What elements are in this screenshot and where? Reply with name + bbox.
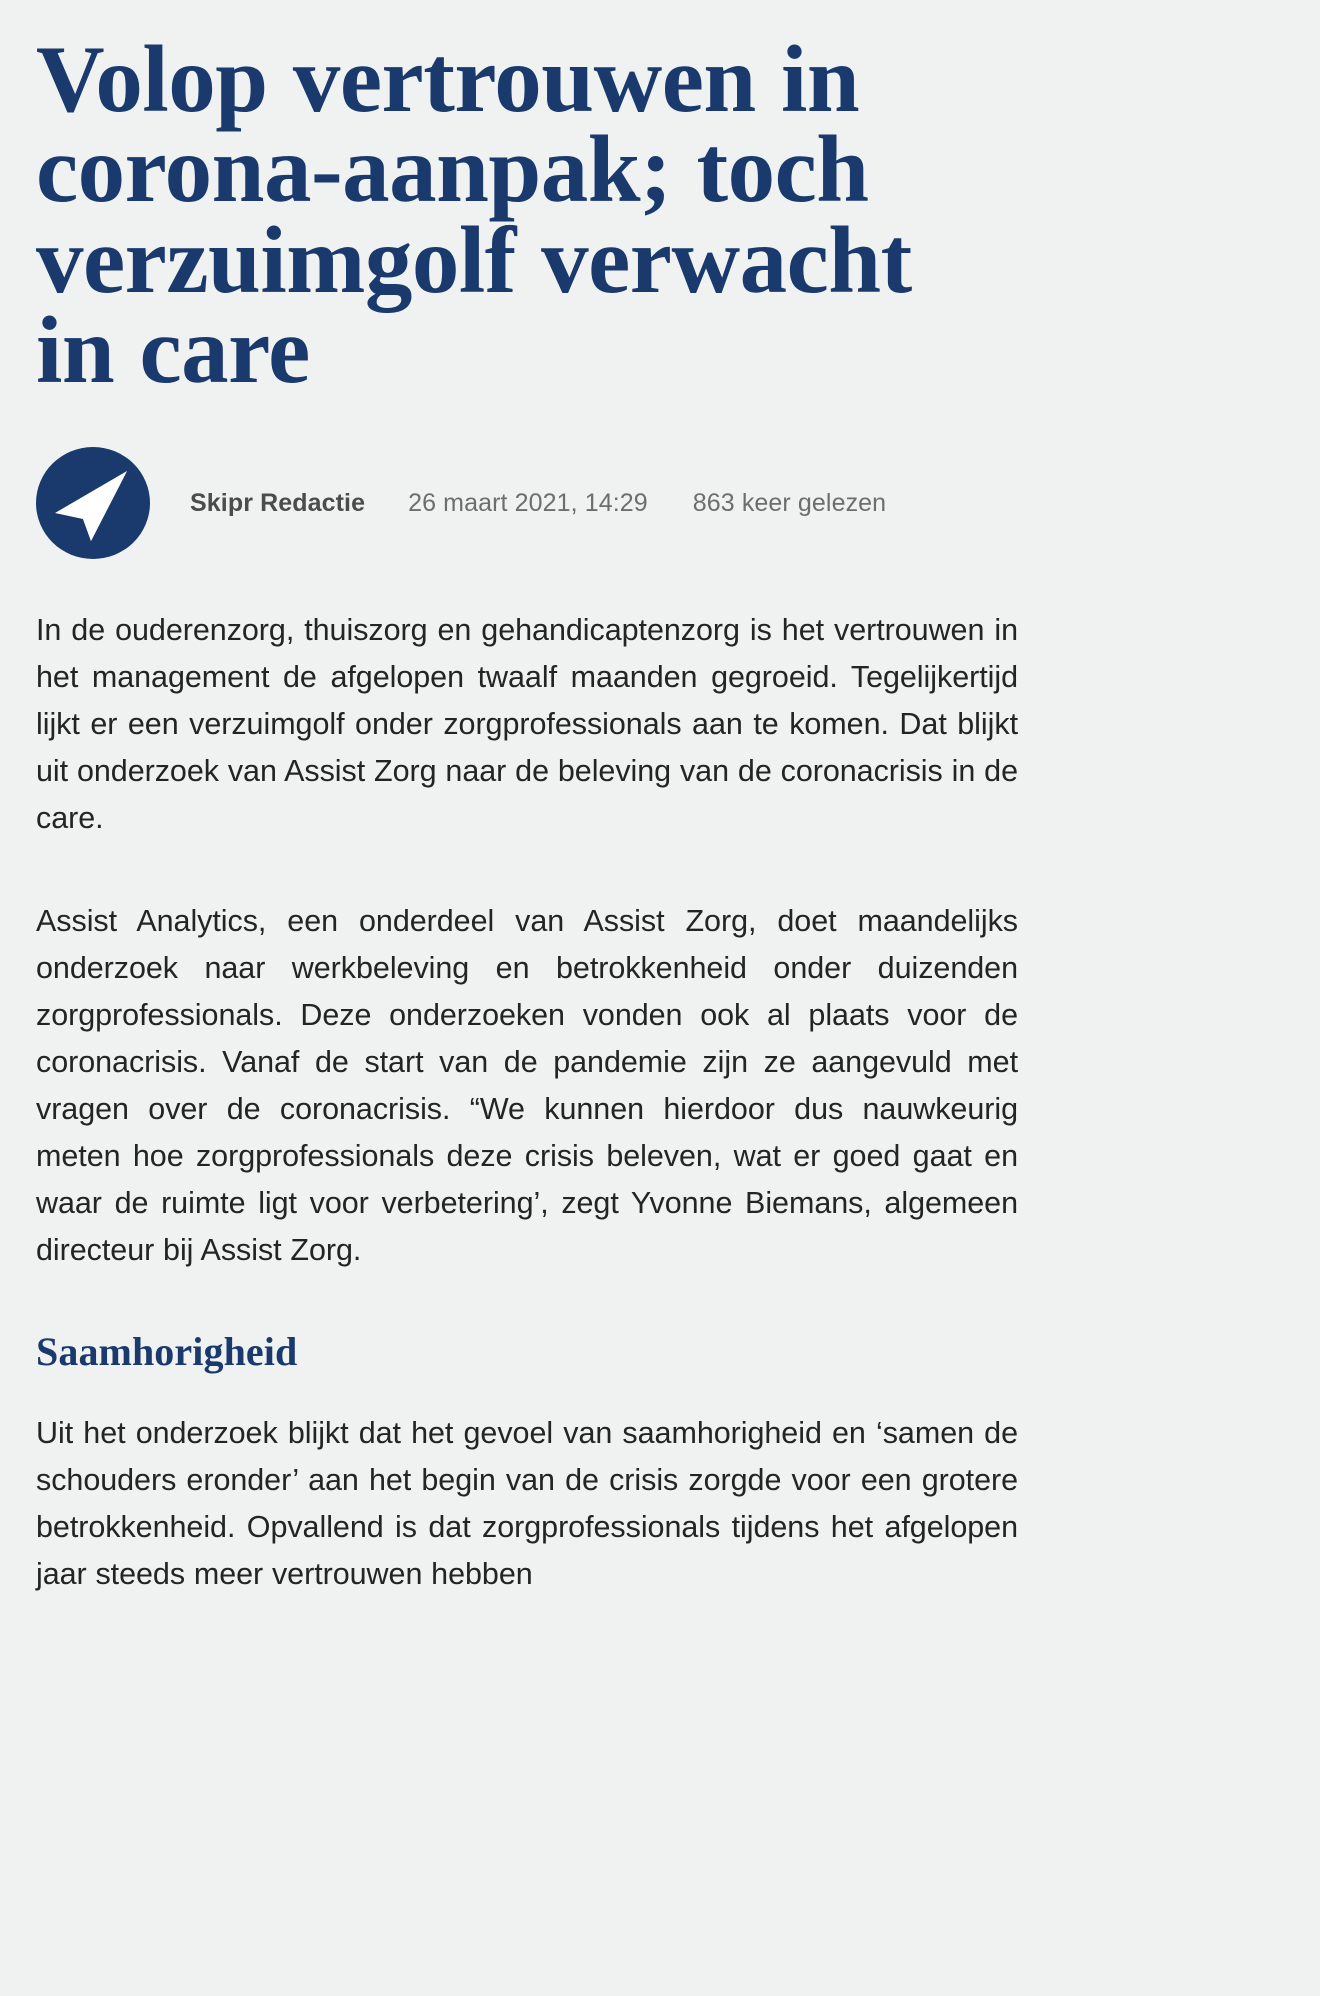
byline-meta	[190, 489, 886, 518]
byline-read-count: 863 keer gelezen	[692, 488, 887, 517]
page-title: Volop vertrouwen in corona-aanpak; toch verzuimgolf verwacht in care	[36, 26, 912, 403]
section-heading-saamhorigheid: Saamhorigheid	[36, 1329, 298, 1374]
byline-author[interactable]: Skipr Redactie	[190, 488, 366, 517]
avatar[interactable]	[36, 447, 150, 559]
article-paragraph: Uit het onderzoek blijkt dat het gevoel van saamhorigheid en ‘samen de schouders eronder’ aan het begin van de crisis zorgde voor een grotere betrokkenheid. Opvallend is dat zorgprofessionals tijdens het afgelopen jaar steeds meer vertrouwen hebben	[36, 1416, 1018, 1591]
article-body	[36, 607, 1018, 1598]
article-paragraph: In de ouderenzorg, thuiszorg en gehandicaptenzorg is het vertrouwen in het management de afgelopen twaalf maanden gegroeid. Tegelijkertijd lijkt er een verzuimgolf onder zorgprofessionals aan te komen. Dat blijkt uit onderzoek van Assist Zorg naar de beleving van de coronacrisis in de care.	[36, 613, 1018, 835]
byline-date: 26 maart 2021, 14:29	[408, 488, 648, 517]
byline	[36, 447, 1020, 559]
article-paragraph: Assist Analytics, een onderdeel van Assist Zorg, doet maandelijks onderzoek naar werkbeleving en betrokkenheid onder duizenden zorgprofessionals. Deze onderzoeken vonden ook al plaats voor de coronacrisis. Vanaf de start van de pandemie zijn ze aangevuld met vragen over de coronacrisis. “We kunnen hierdoor dus nauwkeurig meten hoe zorgprofessionals deze crisis beleven, wat er goed gaat en waar de ruimte ligt voor verbetering’, zegt Yvonne Biemans, algemeen directeur bij Assist Zorg.	[36, 904, 1018, 1267]
